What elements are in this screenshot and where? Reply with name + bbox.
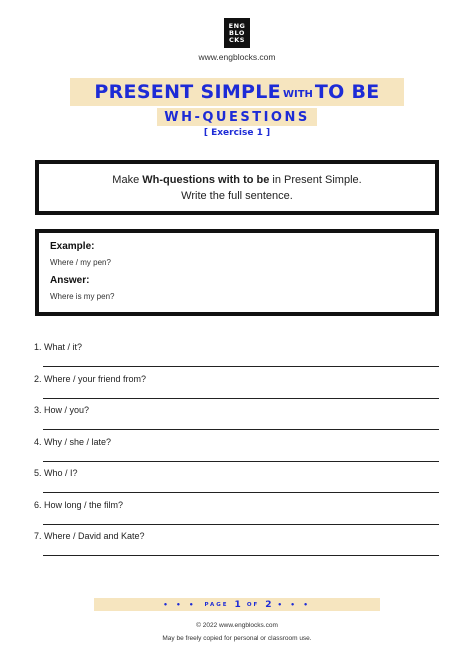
site-url[interactable]: www.engblocks.com [198, 52, 276, 62]
answer-line-4[interactable] [43, 461, 439, 462]
answer-line-7[interactable] [43, 555, 439, 556]
page-indicator [94, 598, 380, 611]
copyright-text: © 2022 www.engblocks.com [196, 622, 278, 629]
question-6: 6. How long / the film? [34, 500, 124, 510]
answer-text: Where is my pen? [50, 292, 115, 301]
page-current: 1 [234, 599, 241, 610]
instructions-line-2: Write the full sentence. [181, 189, 293, 202]
dots-left: • • • [163, 600, 197, 609]
title-connector: WITH [282, 88, 313, 100]
answer-line-3[interactable] [43, 429, 439, 430]
answer-label: Answer: [50, 275, 90, 286]
question-4: 4. Why / she / late? [34, 437, 112, 447]
question-3: 3. How / you? [34, 405, 90, 415]
instructions-box [35, 160, 439, 215]
exercise-tag: [ Exercise 1 ] [203, 128, 271, 138]
worksheet-subtitle: WH-QUESTIONS [157, 108, 317, 126]
answer-line-2[interactable] [43, 398, 439, 399]
copy-note: May be freely copied for personal or classroom use. [162, 635, 312, 642]
answer-line-1[interactable] [43, 366, 439, 367]
logo-line-3: CKS [229, 35, 245, 44]
example-text: Where / my pen? [50, 258, 111, 267]
instructions-prefix: Make [112, 173, 143, 186]
question-1: 1. What / it? [34, 342, 83, 352]
question-5: 5. Who / I? [34, 468, 78, 478]
example-label: Example: [50, 241, 95, 252]
example-box [35, 229, 439, 316]
page-total: 2 [265, 599, 272, 610]
engblocks-logo [224, 18, 250, 48]
title-part-1: PRESENT SIMPLE [94, 81, 281, 103]
instructions-bold: Wh-questions with to be [142, 173, 270, 186]
worksheet-title [70, 78, 404, 106]
of-word: OF [246, 601, 260, 608]
answer-line-6[interactable] [43, 524, 439, 525]
instructions-line-1 [112, 172, 361, 188]
answer-line-5[interactable] [43, 492, 439, 493]
question-7: 7. Where / David and Kate? [34, 531, 145, 541]
question-2: 2. Where / your friend from? [34, 374, 147, 384]
dots-right: • • • [277, 600, 311, 609]
logo-line-2: BLO [229, 28, 245, 37]
page-word: PAGE [204, 601, 229, 608]
logo-line-1: ENG [228, 21, 246, 30]
title-part-2: TO BE [314, 81, 380, 103]
instructions-suffix: in Present Simple. [269, 173, 362, 186]
